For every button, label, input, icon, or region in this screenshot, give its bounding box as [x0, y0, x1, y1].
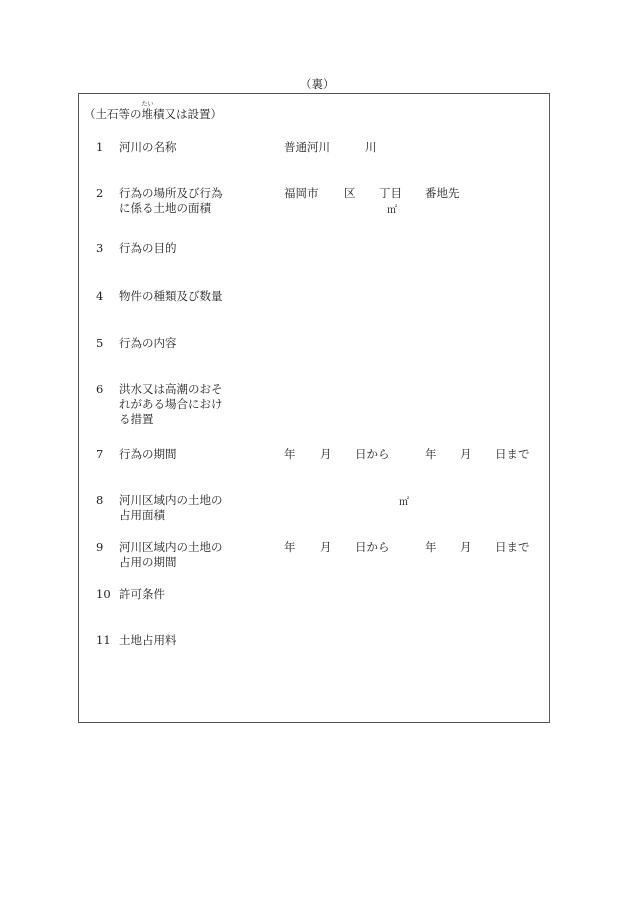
- item-label: 河川区域内の土地の 占用面積: [119, 493, 223, 522]
- item-number: 10: [96, 587, 111, 601]
- item-number: 6: [96, 382, 104, 396]
- river-type-value: 普通河川: [284, 140, 330, 154]
- page-marker: （裏）: [300, 77, 335, 91]
- item-label: 行為の場所及び行為 に係る土地の面積: [119, 186, 223, 215]
- item-number: 7: [96, 447, 104, 461]
- ward-value: 区: [344, 186, 356, 200]
- period-month-start: 月: [320, 447, 332, 461]
- item-label: 行為の目的: [119, 241, 177, 255]
- area-unit-row2: ㎡: [387, 205, 397, 216]
- item-number: 9: [96, 540, 104, 554]
- occupancy-month-start: 月: [320, 540, 332, 554]
- item-number: 4: [96, 289, 104, 303]
- occupancy-to: 日まで: [495, 540, 530, 554]
- item-number: 11: [96, 633, 111, 647]
- heading-ruby-base: 堆: [141, 107, 153, 121]
- banchi-value: 番地先: [425, 186, 460, 200]
- period-year-start: 年: [284, 447, 296, 461]
- item-label: 行為の期間: [119, 447, 177, 461]
- item-label: 洪水又は高潮のおそ れがある場合におけ る措置: [119, 382, 223, 426]
- occupancy-year-end: 年: [425, 540, 437, 554]
- item-label: 物件の種類及び数量: [119, 289, 223, 303]
- item-label: 土地占用料: [119, 633, 177, 647]
- item-label: 河川区域内の土地の 占用の期間: [119, 540, 223, 569]
- occupancy-from: 日から: [355, 540, 390, 554]
- item-label: 許可条件: [119, 587, 165, 601]
- heading-ruby-text: たい: [141, 101, 154, 108]
- heading-prefix: （土石等の: [84, 107, 142, 121]
- period-to: 日まで: [495, 447, 530, 461]
- item-number: 2: [96, 186, 104, 200]
- item-label: 行為の内容: [119, 336, 177, 350]
- item-number: 3: [96, 241, 104, 255]
- heading-ruby: [141, 101, 154, 122]
- item-number: 8: [96, 493, 104, 507]
- river-suffix-value: 川: [365, 140, 377, 154]
- heading-suffix: 積又は設置）: [153, 107, 222, 121]
- period-year-end: 年: [425, 447, 437, 461]
- occupancy-year-start: 年: [284, 540, 296, 554]
- period-from: 日から: [355, 447, 390, 461]
- chome-value: 丁目: [379, 186, 402, 200]
- occupancy-month-end: 月: [460, 540, 472, 554]
- item-label: 河川の名称: [119, 140, 177, 154]
- item-number: 5: [96, 336, 104, 350]
- city-value: 福岡市: [284, 186, 319, 200]
- area-unit-row8: ㎡: [399, 497, 409, 508]
- item-number: 1: [96, 140, 104, 154]
- period-month-end: 月: [460, 447, 472, 461]
- form-heading: [84, 101, 222, 122]
